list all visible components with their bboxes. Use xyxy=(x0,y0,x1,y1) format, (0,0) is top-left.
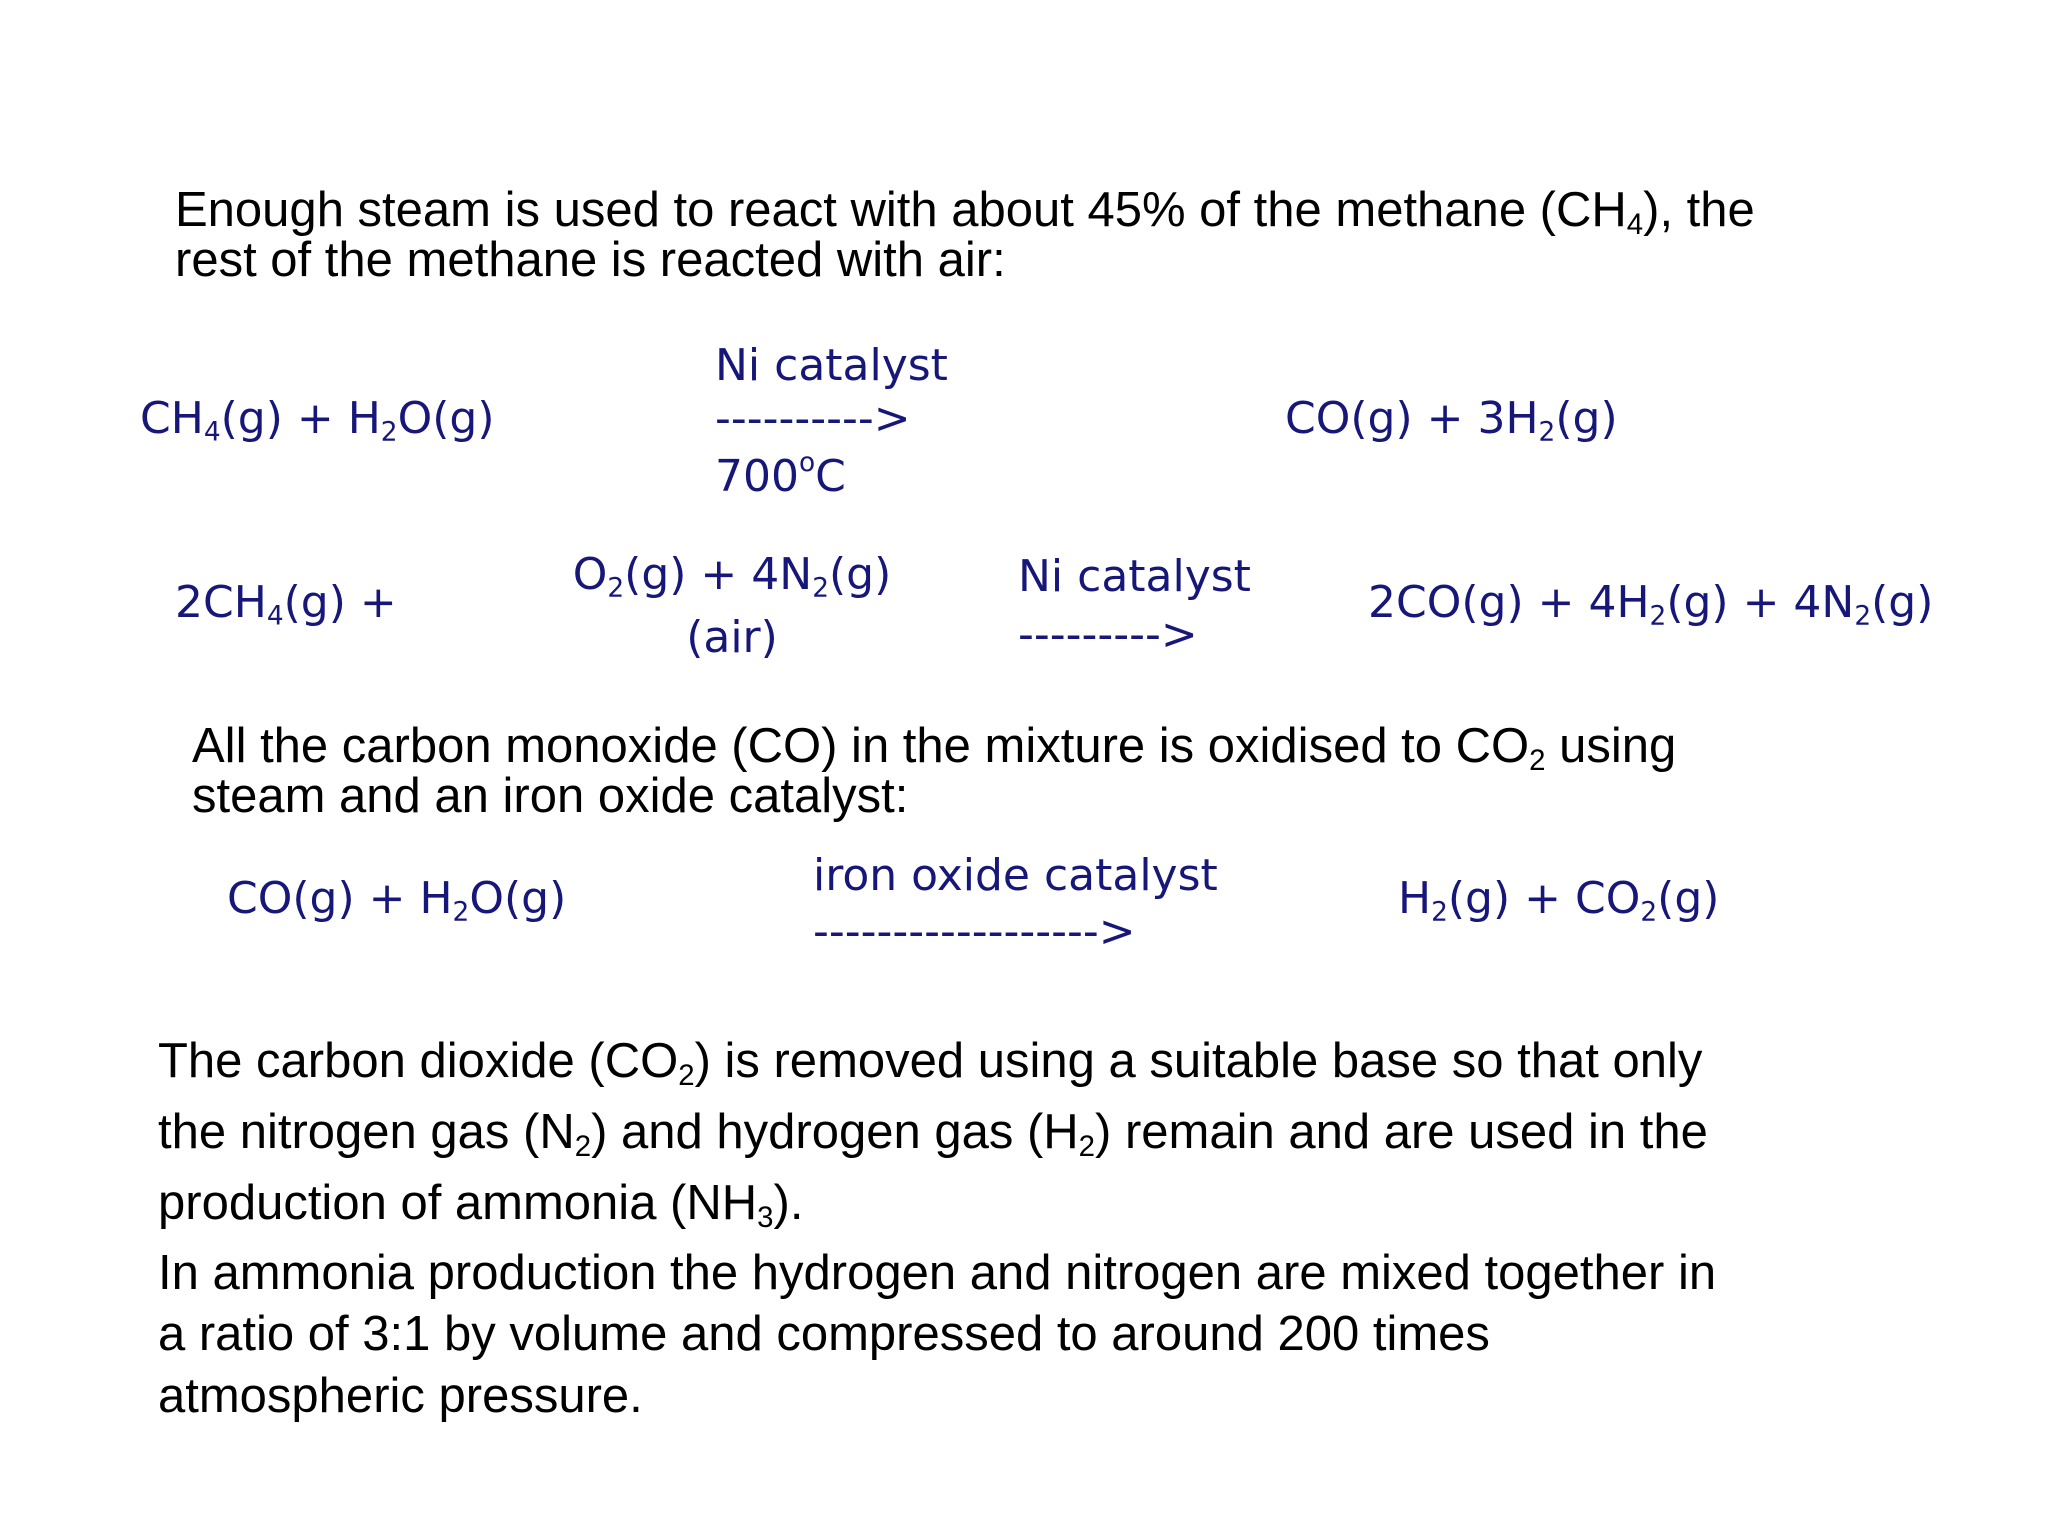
reaction1-products: $CO(g) + 3H_2(g)$ xyxy=(1285,393,1618,448)
reaction2-reactant: $2CH_4(g)$ + xyxy=(175,577,397,632)
reaction2-air-mixture: $O_2(g) + 4N_2(g)$ xyxy=(572,549,892,604)
reaction2-arrow: ---------> xyxy=(1018,609,1198,660)
co-paragraph-line-1: All the carbon monoxide (CO) in the mixture is oxidised to $CO_2$ using xyxy=(192,719,1677,778)
reaction3-reactants: $CO(g) + H_2O(g)$ xyxy=(227,873,567,928)
reaction2-air-note: (air) xyxy=(686,612,778,663)
intro-line-2: rest of the methane is reacted with air: xyxy=(175,233,1006,287)
final-paragraph-line-2: the nitrogen gas $(N_2)$ and hydrogen gas $(H_2)$ remain and are used in the xyxy=(158,1105,1708,1164)
reaction2-catalyst: Ni catalyst xyxy=(1018,551,1251,602)
final-paragraph-line-5: a ratio of 3:1 by volume and compressed to around 200 times xyxy=(158,1307,1490,1361)
final-paragraph-line-3: production of ammonia $(NH_3)$. xyxy=(158,1176,804,1235)
intro-line-1: Enough steam is used to react with about 45% of the methane $(CH_4)$, the xyxy=(175,183,1755,242)
reaction3-arrow: ------------------> xyxy=(813,906,1136,957)
co-paragraph-line-2: steam and an iron oxide catalyst: xyxy=(192,769,909,823)
final-paragraph-line-1: The carbon dioxide $(CO_2)$ is removed using a suitable base so that only xyxy=(158,1034,1703,1093)
reaction1-catalyst: Ni catalyst xyxy=(715,340,948,391)
reaction1-reactants: $CH_4(g) + H_2O(g)$ xyxy=(140,393,495,448)
final-paragraph-line-4: In ammonia production the hydrogen and nitrogen are mixed together in xyxy=(158,1246,1717,1300)
reaction1-arrow: ----------> xyxy=(715,393,911,444)
final-paragraph-line-6: atmospheric pressure. xyxy=(158,1369,643,1423)
reaction3-catalyst: iron oxide catalyst xyxy=(813,850,1218,901)
reaction1-temperature: 700$^o$C xyxy=(715,447,846,502)
reaction3-products: $H_2(g) + CO_2(g)$ xyxy=(1398,873,1720,928)
reaction2-products: $2CO(g) + 4H_2(g) + 4N_2(g)$ xyxy=(1368,577,1934,632)
